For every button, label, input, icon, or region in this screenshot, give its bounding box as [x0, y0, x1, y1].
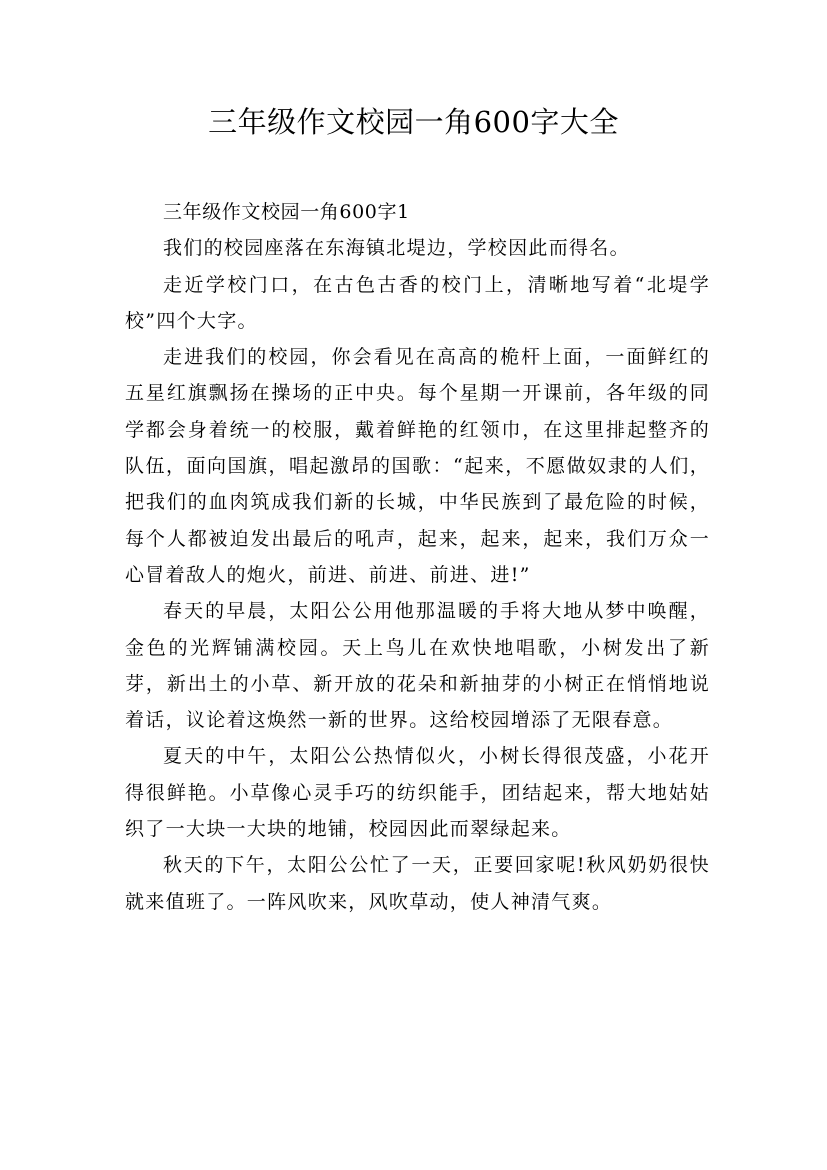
- document-title: 三年级作文校园一角600字大全: [208, 105, 619, 139]
- paragraph-flag-ceremony: 走进我们的校园，你会看见在高高的桅杆上面，一面鲜红的五星红旗飘扬在操场的正中央。每个星期一开课前，各年级的同学都会身着统一的校服，戴着鲜艳的红领巾，在这里排起整齐的队伍，面向国旗，唱起激昂的国歌：“起来，不愿做奴隶的人们，把我们的血肉筑成我们新的长城，中华民族到了最危险的时候，每个人都被迫发出最后的吼声，起来，起来，起来，我们万众一心冒着敌人的炮火，前进、前进、前进、进!”: [125, 346, 710, 586]
- paragraph-summer: 夏天的中午，太阳公公热情似火，小树长得很茂盛，小花开得很鲜艳。小草像心灵手巧的纺织能手，团结起来，帮大地姑姑织了一大块一大块的地铺，校园因此而翠绿起来。: [125, 745, 710, 841]
- document-body: [125, 194, 710, 920]
- section-subheading: 三年级作文校园一角600字1: [163, 201, 410, 223]
- paragraph-school-gate: 走近学校门口，在古色古香的校门上，清晰地写着“北堤学校”四个大字。: [125, 273, 710, 332]
- paragraph-spring: 春天的早晨，太阳公公用他那温暖的手将大地从梦中唤醒，金色的光辉铺满校园。天上鸟儿在欢快地唱歌，小树发出了新芽，新出土的小草、新开放的花朵和新抽芽的小树正在悄悄地说着话，议论着这焕然一新的世界。这给校园增添了无限春意。: [125, 600, 710, 732]
- paragraph-intro: 我们的校园座落在东海镇北堤边，学校因此而得名。: [163, 237, 630, 260]
- paragraph-autumn: 秋天的下午，太阳公公忙了一天，正要回家呢!秋风奶奶很快就来值班了。一阵风吹来，风吹草动，使人神清气爽。: [125, 854, 710, 913]
